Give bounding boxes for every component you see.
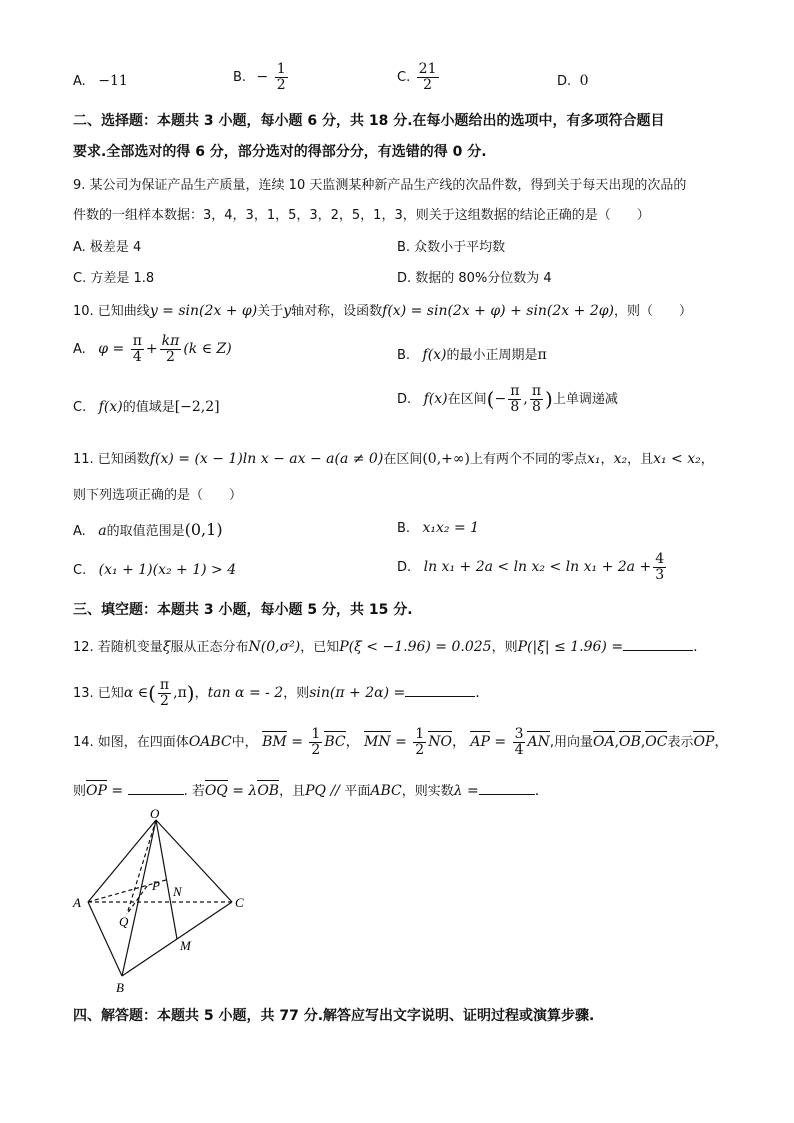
q13-frac: $\frac{\pi}{2}$	[159, 677, 170, 709]
q11-option-a: A. a的取值范围是(0,1)	[73, 520, 223, 539]
label-A: A	[73, 895, 81, 910]
label-N: N	[173, 884, 182, 899]
q14-stem-line2: 则OP = . 若OQ = λOB，且PQ // 平面ABC，则实数λ = .	[73, 783, 540, 799]
q10-a-frac2: $\frac{k\pi}{2}$	[161, 333, 180, 365]
q12-stem: 12. 若随机变量ξ服从正态分布N(0,σ²)，已知P(ξ < −1.96) = 0.025，则P(|ξ| ≤ 1.96) = .	[73, 639, 698, 655]
edge-OC	[156, 820, 232, 902]
section4-title: 四、解答题：本题共 5 小题，共 77 分.解答应写出文字说明、证明过程或演算步骤.	[73, 1008, 595, 1024]
q9-option-b: B. 众数小于平均数	[397, 240, 506, 255]
q11-option-b: B. x₁x₂ = 1	[397, 520, 480, 536]
q10-stem: 10. 已知曲线y = sin(2x + φ)关于y轴对称，设函数f(x) = sin(2x + φ) + sin(2x + 2φ)，则（ ）	[73, 303, 693, 319]
q10-option-b: B. f(x)的最小正周期是π	[397, 347, 547, 363]
q14-answer-blank-2[interactable]	[479, 794, 535, 795]
q13-stem: 13. 已知α ∈( $\frac{\pi}{2}$ ,π)，tan α = - 2，则sin(π + 2α) = .	[73, 677, 480, 709]
q8-option-a: A. −11	[73, 73, 128, 89]
tetrahedron-figure	[70, 808, 260, 998]
q14-stem-line1: 14. 如图，在四面体OABC中， BM = $\frac{1}{2}$ BC， MN = $\frac{1}{2}$ NO， AP = $\frac{3}{4}$ AN,用向量OA,OB,OC表示OP，	[73, 726, 729, 758]
q9-option-c: C. 方差是 1.8	[73, 271, 155, 286]
q10-option-c: C. f(x)的值域是[−2,2]	[73, 399, 220, 415]
label-B: B	[116, 980, 124, 995]
edge-OA	[88, 820, 156, 902]
q11-d-frac: $\frac{4}{3}$	[655, 551, 665, 583]
q11-option-c: C. (x₁ + 1)(x₂ + 1) > 4	[73, 562, 237, 578]
label-Q: Q	[119, 914, 129, 929]
q9-stem-line1: 9. 某公司为保证产品生产质量，连续 10 天监测某种新产品生产线的次品件数，得到关于每天出现的次品的	[73, 178, 687, 193]
q10-option-a: A. φ = $\frac{\pi}{4}$ + $\frac{k\pi}{2}$ (k ∈ Z)	[73, 333, 232, 365]
edge-AB	[88, 902, 122, 976]
q11-stem-line1: 11. 已知函数f(x) = (x − 1)ln x − ax − a(a ≠ 0)在区间(0,+∞)上有两个不同的零点x₁，x₂，且x₁ < x₂，	[73, 451, 714, 467]
q12-answer-blank[interactable]	[623, 650, 693, 651]
q9-option-d: D. 数据的 80%分位数为 4	[397, 271, 552, 286]
segment-OQ-dashed	[127, 820, 156, 914]
label-O: O	[150, 808, 160, 821]
section2-line1: 二、选择题：本题共 3 小题，每小题 6 分，共 18 分.在每小题给出的选项中，有多项符合题目	[73, 113, 665, 129]
q8-c-fraction: $\frac{21}{2}$	[418, 61, 437, 93]
label-C: C	[235, 895, 244, 910]
q13-answer-blank[interactable]	[405, 696, 475, 697]
section3-title: 三、填空题：本题共 3 小题，每小题 5 分，共 15 分.	[73, 602, 413, 618]
label-P: P	[152, 878, 160, 893]
q10-d-frac1: $\frac{\pi}{8}$	[510, 383, 520, 415]
section2-line2: 要求.全部选对的得 6 分，部分选对的得部分分，有选错的得 0 分.	[73, 144, 487, 160]
q9-stem-line2: 件数的一组样本数据：3，4，3，1，5，3，2，5，1，3，则关于这组数据的结论正确的是（ ）	[73, 208, 650, 223]
q8-b-fraction: $\frac{1}{2}$	[276, 61, 286, 93]
label-M: M	[180, 938, 191, 953]
q14-answer-blank-1[interactable]	[128, 794, 184, 795]
q8-option-d: D. 0	[557, 73, 589, 89]
q14-bm-frac: $\frac{1}{2}$	[311, 726, 321, 758]
q14-ap-frac: $\frac{3}{4}$	[514, 726, 524, 758]
q10-a-frac1: $\frac{\pi}{4}$	[132, 333, 142, 365]
q11-option-d: D. ln x₁ + 2a < ln x₂ < ln x₁ + 2a + $\frac{4}{3}$	[397, 551, 665, 583]
q10-option-d: D. f(x)在区间(− $\frac{\pi}{8}$ , $\frac{\pi}{8}$ )上单调递减	[397, 383, 618, 415]
q9-option-a: A. 极差是 4	[73, 240, 142, 255]
q11-stem-line2: 则下列选项正确的是（ ）	[73, 488, 243, 503]
q10-d-frac2: $\frac{\pi}{8}$	[531, 383, 542, 415]
q8-option-c: C. $\frac{21}{2}$	[397, 61, 437, 93]
q14-mn-frac: $\frac{1}{2}$	[415, 726, 425, 758]
q8-option-b: B. − $\frac{1}{2}$	[233, 61, 286, 93]
